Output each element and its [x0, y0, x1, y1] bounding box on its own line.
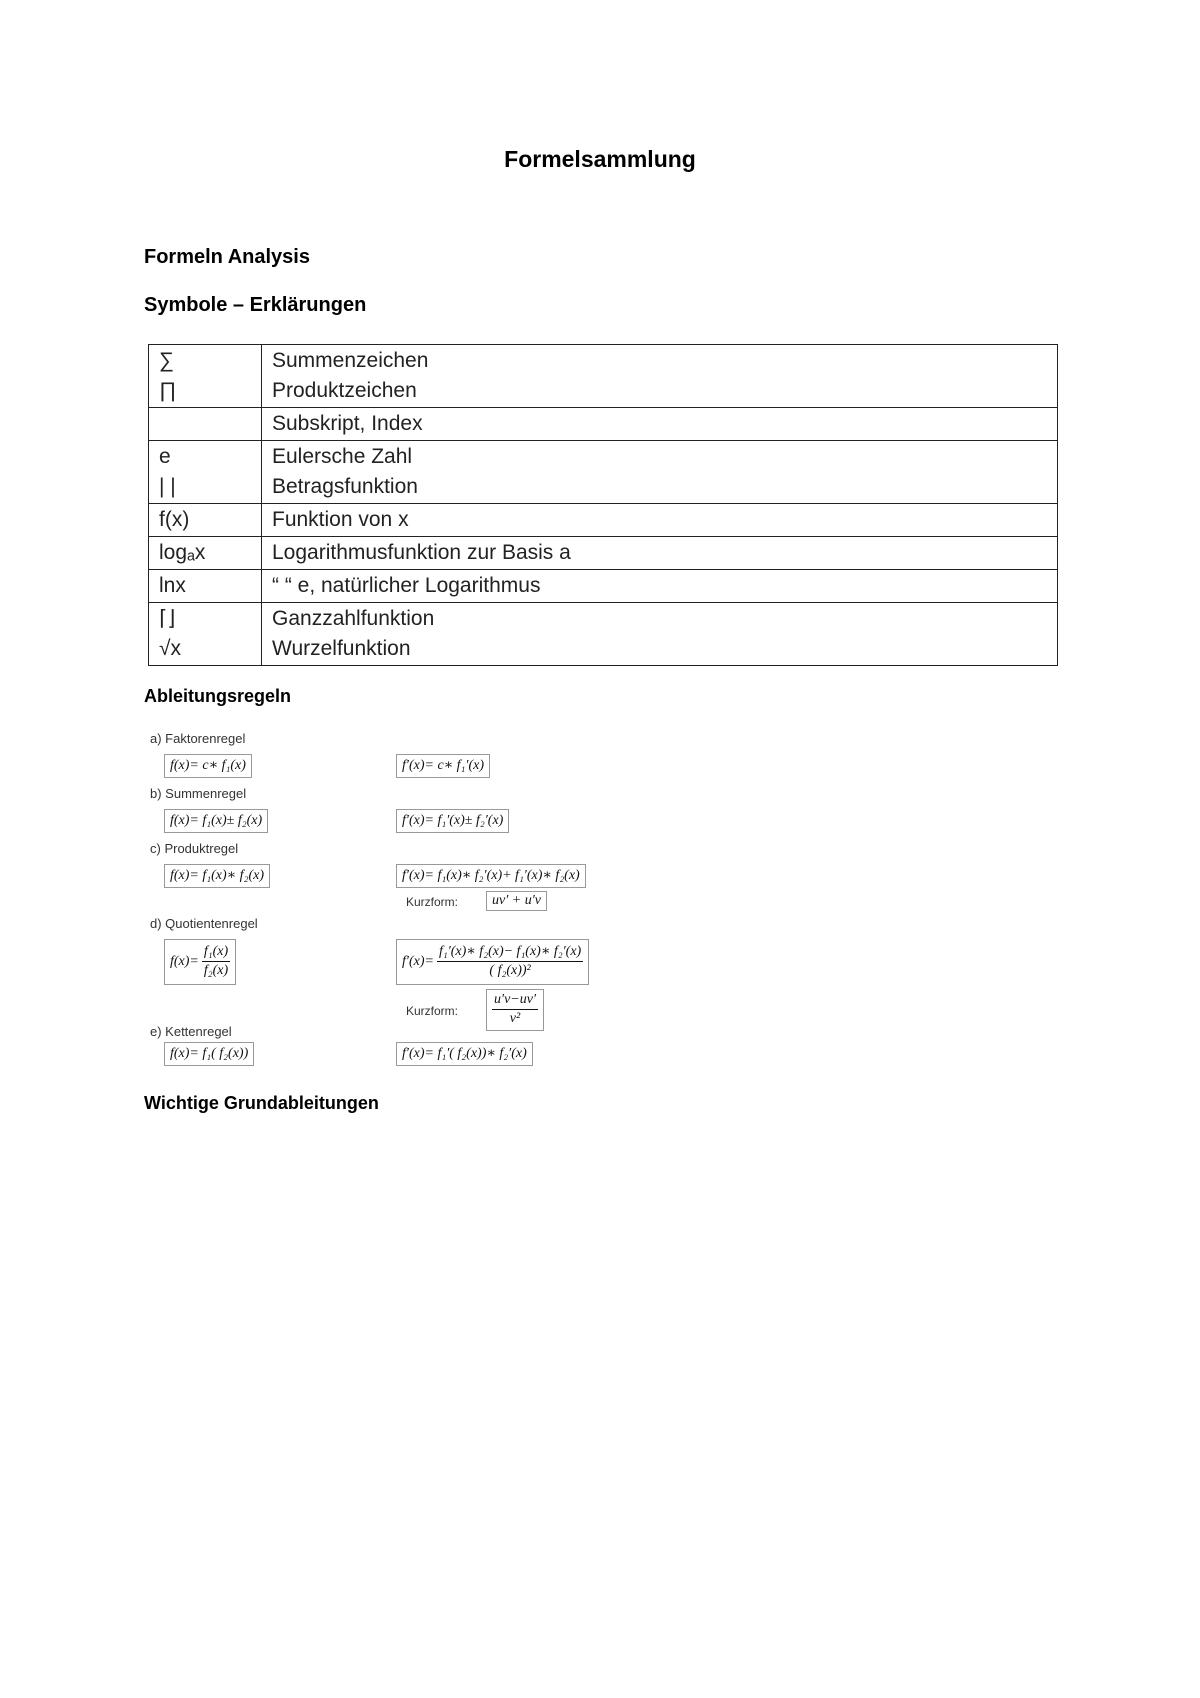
- symbol-table-row: [149, 408, 1058, 441]
- fraction-denominator: v²: [509, 1011, 521, 1027]
- rule-label-quotientenregel: d) Quotientenregel: [150, 916, 258, 931]
- symbol-meaning: “ “ e, natürlicher Logarithmus: [272, 574, 541, 597]
- formula-kettenregel-derivative: f′(x)= f₁′( f₂(x))∗ f₂′(x): [396, 1042, 533, 1066]
- formula-quotientenregel: [164, 939, 236, 985]
- kurzform-produktregel: uv′ + u′v: [486, 891, 547, 911]
- fraction-numerator: u′v−uv′: [492, 991, 538, 1010]
- symbol: √x: [159, 637, 182, 660]
- fraction-denominator: ( f₂(x))²: [489, 963, 531, 979]
- meaning-cell: [262, 504, 1058, 537]
- symbol: f(x): [159, 508, 190, 531]
- fraction: [202, 943, 230, 980]
- symbol-meaning: Logarithmusfunktion zur Basis a: [272, 541, 571, 564]
- symbol-meaning: Wurzelfunktion: [272, 637, 411, 660]
- section-heading-derivation-rules: Ableitungsregeln: [144, 686, 292, 706]
- symbol-meaning: Betragsfunktion: [272, 475, 418, 498]
- kurzform-label-produktregel: Kurzform:: [406, 895, 459, 909]
- symbol: lnx: [159, 574, 186, 597]
- symbol-table-row: [149, 441, 1058, 504]
- rule-label-faktorenregel: a) Faktorenregel: [150, 731, 246, 746]
- meaning-cell: [262, 603, 1058, 666]
- meaning-cell: [262, 408, 1058, 441]
- page-title: Formelsammlung: [504, 146, 696, 172]
- symbol-cell: [149, 345, 262, 408]
- symbol: logₐx: [159, 541, 206, 564]
- formula-faktorenregel-derivative: f′(x)= c∗ f₁′(x): [396, 754, 490, 778]
- formula-faktorenregel: f(x)= c∗ f₁(x): [164, 754, 252, 778]
- formula-quotientenregel-derivative: [396, 939, 589, 985]
- kurzform-quotientenregel: [486, 989, 544, 1031]
- fraction-denominator: f₂(x): [203, 963, 229, 979]
- formula-lhs: f′(x)=: [402, 954, 434, 969]
- symbol-meaning: Eulersche Zahl: [272, 445, 413, 468]
- symbol: e: [159, 445, 171, 468]
- symbol-table-row: [149, 504, 1058, 537]
- section-heading-symbols: Symbole – Erklärungen: [144, 294, 367, 316]
- symbol-cell: [149, 441, 262, 504]
- meaning-cell: [262, 345, 1058, 408]
- symbol-table-row: [149, 537, 1058, 570]
- symbol-cell: [149, 408, 262, 441]
- symbol-table-row: [149, 345, 1058, 408]
- rule-label-summenregel: b) Summenregel: [150, 786, 247, 801]
- symbol-meaning: Summenzeichen: [272, 349, 429, 372]
- symbol: ⌈⌋: [159, 607, 176, 630]
- fraction: [492, 991, 538, 1028]
- fraction-numerator: f₁′(x)∗ f₂(x)− f₁(x)∗ f₂′(x): [437, 943, 583, 962]
- meaning-cell: [262, 441, 1058, 504]
- symbol-cell: [149, 537, 262, 570]
- symbol-table: [148, 344, 1058, 666]
- symbol-cell: [149, 570, 262, 603]
- symbol-cell: [149, 603, 262, 666]
- section-heading-basic-derivatives: Wichtige Grundableitungen: [144, 1093, 379, 1113]
- formula-lhs: f(x)=: [170, 954, 199, 969]
- symbol-cell: [149, 504, 262, 537]
- symbol: ∑: [159, 349, 174, 372]
- symbol-meaning: Produktzeichen: [272, 379, 417, 402]
- formula-produktregel-derivative: f′(x)= f₁(x)∗ f₂′(x)+ f₁′(x)∗ f₂(x): [396, 864, 586, 888]
- formula-summenregel-derivative: f′(x)= f₁′(x)± f₂′(x): [396, 809, 509, 833]
- symbol-table-row: [149, 603, 1058, 666]
- meaning-cell: [262, 537, 1058, 570]
- rule-label-produktregel: c) Produktregel: [150, 841, 239, 856]
- formula-summenregel: f(x)= f₁(x)± f₂(x): [164, 809, 268, 833]
- symbol: [159, 409, 249, 439]
- symbol-meaning: Ganzzahlfunktion: [272, 607, 435, 630]
- fraction-numerator: f₁(x): [202, 943, 230, 962]
- meaning-cell: [262, 570, 1058, 603]
- symbol: | |: [159, 475, 176, 498]
- symbol-table-row: [149, 570, 1058, 603]
- fraction: [437, 943, 583, 980]
- symbol-meaning: Subskript, Index: [272, 412, 423, 435]
- formula-kettenregel: f(x)= f₁( f₂(x)): [164, 1042, 254, 1066]
- rule-label-kettenregel: e) Kettenregel: [150, 1024, 232, 1039]
- section-heading-analysis: Formeln Analysis: [144, 246, 310, 268]
- symbol-meaning: Funktion von x: [272, 508, 409, 531]
- kurzform-label-quotientenregel: Kurzform:: [406, 1004, 459, 1018]
- formula-produktregel: f(x)= f₁(x)∗ f₂(x): [164, 864, 270, 888]
- symbol: ∏: [159, 379, 177, 402]
